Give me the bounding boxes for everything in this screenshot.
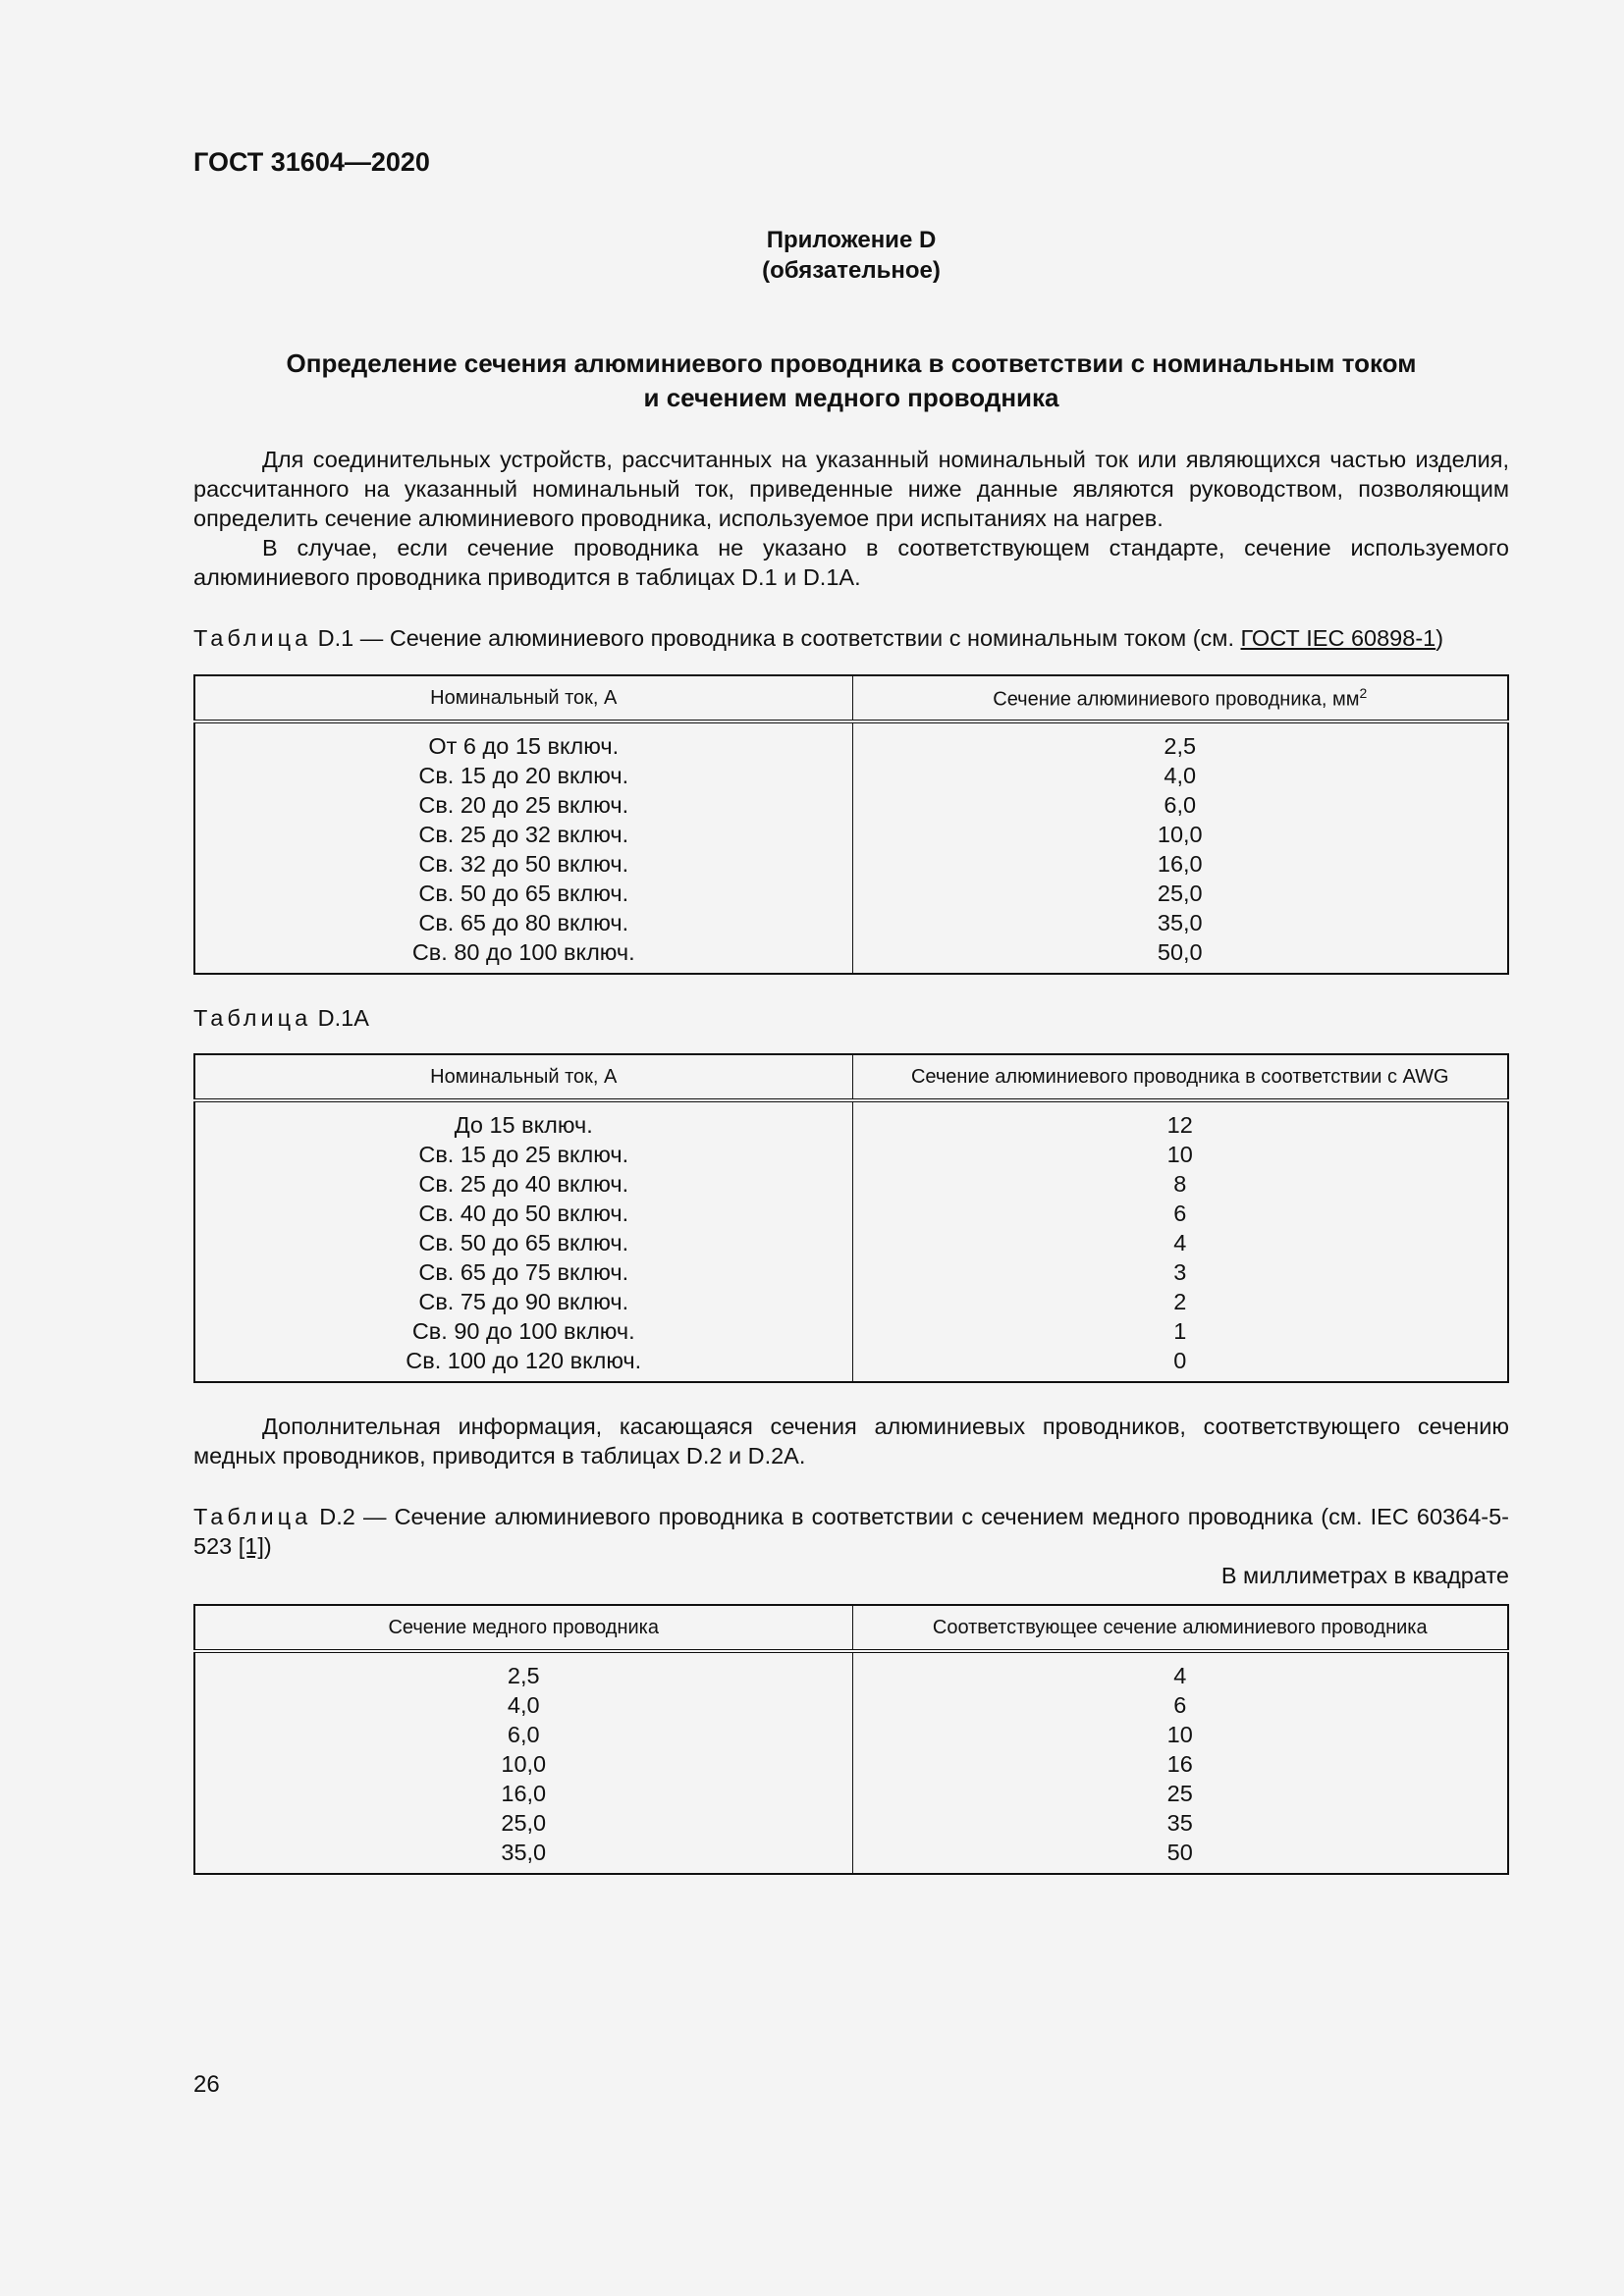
table-cell: 4,0 (507, 1692, 540, 1718)
table-cell: 50,0 (852, 937, 1508, 974)
table-d1-header-current: Номинальный ток, А (194, 675, 852, 721)
table-row (194, 721, 1508, 761)
table-cell: Св. 40 до 50 включ. (418, 1201, 629, 1226)
table-cell: Св. 65 до 80 включ. (418, 910, 629, 935)
table-row (194, 1100, 1508, 1140)
table-d1-caption (193, 623, 1509, 653)
table-d2-header-aluminium: Соответствующее сечение алюминиевого проводника (852, 1605, 1508, 1651)
table-row (194, 1228, 1508, 1257)
table-cell: 1 (852, 1316, 1508, 1346)
table-d2-units: В миллиметрах в квадрате (1220, 1563, 1509, 1588)
table-cell: 10 (852, 1140, 1508, 1169)
table-cell: 35 (852, 1808, 1508, 1838)
table-cell: Св. 15 до 20 включ. (418, 763, 629, 788)
section-title (193, 347, 1509, 415)
table-row (194, 820, 1508, 849)
table-cell: 25,0 (501, 1810, 547, 1836)
table-cell: Св. 20 до 25 включ. (418, 792, 629, 818)
reference-1-link[interactable]: [1] (238, 1533, 264, 1559)
gost-iec-60898-link[interactable]: ГОСТ IEC 60898-1 (1240, 625, 1436, 651)
table-row (194, 1287, 1508, 1316)
table-d1 (193, 674, 1509, 975)
table-cell: 2,5 (507, 1663, 540, 1688)
table-d1a-label: Таблица (193, 1005, 312, 1031)
table-d1-header-sup: 2 (1359, 684, 1368, 701)
table-d1-caption-text: D.1 — Сечение алюминиевого проводника в соответствии с номинальным током (см. (311, 625, 1241, 651)
table-d1-header-section (852, 675, 1508, 721)
table-row (194, 849, 1508, 879)
table-cell: Св. 25 до 32 включ. (418, 822, 629, 847)
table-row (194, 1316, 1508, 1346)
table-cell: 2,5 (852, 721, 1508, 761)
annex-status: (обязательное) (762, 257, 941, 284)
table-d1-label: Таблица (193, 625, 312, 651)
table-cell: 16,0 (501, 1781, 547, 1806)
table-row (194, 1169, 1508, 1199)
table-cell: 35,0 (501, 1840, 547, 1865)
table-row (194, 908, 1508, 937)
table-cell: Св. 15 до 25 включ. (418, 1142, 629, 1167)
table-cell: Св. 50 до 65 включ. (418, 881, 629, 906)
intro-paragraph-1: Для соединительных устройств, рассчитанных на указанный номинальный ток или являющихся частью изделия, рассчитанного на указанный номинальный ток, приведенные ниже данные являются руководством, позволяющим определить сечение алюминиевого проводника, используемое при испытаниях на нагрев. (193, 447, 1509, 531)
table-row (194, 1690, 1508, 1720)
table-row (194, 1257, 1508, 1287)
table-d1a-caption-text: D.1A (311, 1005, 369, 1031)
table-cell: От 6 до 15 включ. (428, 733, 620, 759)
table-cell: 2 (852, 1287, 1508, 1316)
table-cell: 10,0 (852, 820, 1508, 849)
table-row (194, 879, 1508, 908)
annex-heading (193, 225, 1509, 286)
table-d1a (193, 1053, 1509, 1383)
table-cell: 10,0 (501, 1751, 547, 1777)
table-d2-header-copper: Сечение медного проводника (194, 1605, 852, 1651)
table-cell: Св. 50 до 65 включ. (418, 1230, 629, 1255)
table-cell: 6 (852, 1199, 1508, 1228)
table-cell: 6 (852, 1690, 1508, 1720)
table-cell: 35,0 (852, 908, 1508, 937)
table-cell: 6,0 (852, 790, 1508, 820)
table-cell: 10 (852, 1720, 1508, 1749)
table-cell: 0 (852, 1346, 1508, 1382)
table-cell: Св. 75 до 90 включ. (418, 1289, 629, 1314)
table-d1-header-section-text: Сечение алюминиевого проводника, мм (993, 688, 1360, 711)
table-d1a-caption (193, 1003, 1509, 1033)
table-cell: До 15 включ. (454, 1112, 593, 1138)
table-cell: 4,0 (852, 761, 1508, 790)
section-title-line2: и сечением медного проводника (643, 383, 1059, 412)
table-cell: 4 (852, 1228, 1508, 1257)
table-d2-label: Таблица (193, 1504, 312, 1529)
table-row (194, 1779, 1508, 1808)
table-d1-caption-end: ) (1435, 625, 1444, 651)
section-title-line1: Определение сечения алюминиевого проводника в соответствии с номинальным током (286, 348, 1417, 378)
table-row (194, 1346, 1508, 1382)
table-cell: 25 (852, 1779, 1508, 1808)
table-cell: 50 (852, 1838, 1508, 1874)
table-cell: 6,0 (507, 1722, 540, 1747)
table-row (194, 1749, 1508, 1779)
table-d2-caption-text: D.2 — Сечение алюминиевого проводника в соответствии с сечением медного проводника (см. IEC 60364-5-523 (193, 1504, 1509, 1559)
table-row (194, 761, 1508, 790)
table-d2-caption (193, 1502, 1509, 1561)
table-row (194, 1720, 1508, 1749)
table-row (194, 1838, 1508, 1874)
table-cell: 16 (852, 1749, 1508, 1779)
table-cell: 8 (852, 1169, 1508, 1199)
table-d2 (193, 1604, 1509, 1875)
table-cell: Св. 90 до 100 включ. (411, 1318, 635, 1344)
table-row (194, 1140, 1508, 1169)
table-cell: Св. 32 до 50 включ. (418, 851, 629, 877)
table-row (194, 1808, 1508, 1838)
table-cell: 16,0 (852, 849, 1508, 879)
table-cell: 12 (852, 1100, 1508, 1140)
annex-title: Приложение D (766, 227, 937, 253)
intro-paragraph-2: В случае, если сечение проводника не указано в соответствующем стандарте, сечение используемого алюминиевого проводника приводится в таблицах D.1 и D.1A. (193, 535, 1509, 590)
table-d1a-header-awg: Сечение алюминиевого проводника в соответствии с AWG (852, 1054, 1508, 1100)
table-d1a-header-current: Номинальный ток, А (194, 1054, 852, 1100)
table-cell: 4 (852, 1651, 1508, 1690)
table-cell: Св. 100 до 120 включ. (406, 1348, 642, 1373)
table-cell: Св. 65 до 75 включ. (418, 1259, 629, 1285)
table-row (194, 790, 1508, 820)
table-row (194, 1651, 1508, 1690)
table-cell: 3 (852, 1257, 1508, 1287)
page-number: 26 (193, 2071, 220, 2098)
table-cell: 25,0 (852, 879, 1508, 908)
table-row (194, 1199, 1508, 1228)
standard-header: ГОСТ 31604—2020 (193, 147, 430, 177)
additional-info-paragraph: Дополнительная информация, касающаяся сечения алюминиевых проводников, соответствующего сечению медных проводников, приводится в таблицах D.2 и D.2A. (193, 1414, 1509, 1468)
table-row (194, 937, 1508, 974)
table-cell: Св. 25 до 40 включ. (418, 1171, 629, 1197)
table-cell: Св. 80 до 100 включ. (411, 939, 635, 965)
table-d2-caption-end: ) (263, 1533, 272, 1559)
